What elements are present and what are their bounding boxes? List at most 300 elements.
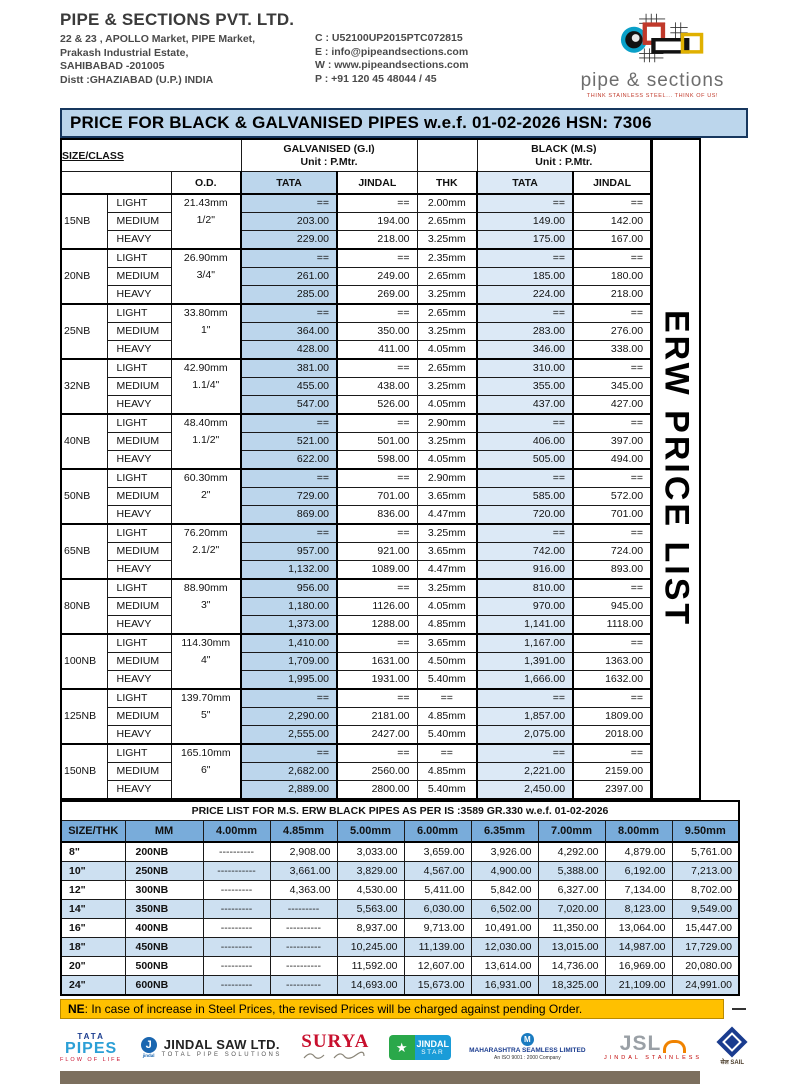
ms-empty-cell: --------- [203,957,270,976]
brand-name: pipe & sections [580,70,725,91]
price-ms-jindal: == [573,744,651,763]
price-ms-tata: == [477,744,573,763]
thk-value: 5.40mm [417,781,477,800]
price-gi-jindal: 2181.00 [337,708,417,726]
price-gi-tata: 261.00 [241,268,337,286]
pipe-row [61,653,651,671]
price-ms-tata: 406.00 [477,433,573,451]
class-label: LIGHT [107,249,171,268]
thk-value: 3.65mm [417,488,477,506]
price-ms-jindal: 494.00 [573,451,651,470]
surya-logo: SURYA [300,1033,370,1061]
price-gi-jindal: 501.00 [337,433,417,451]
od-inch: 1.1/4" [192,379,220,391]
ms-price-cell: 2,908.00 [270,842,337,862]
pipe-row [61,708,651,726]
price-gi-tata: 869.00 [241,506,337,525]
ms-mm-cell: 450NB [125,938,203,957]
black-header: BLACK (M.S) Unit : P.Mtr. [477,139,651,172]
price-ms-tata: 1,857.00 [477,708,573,726]
od-mm: 88.90mm [183,582,228,594]
thk-value: 3.65mm [417,634,477,653]
price-gi-jindal: 2800.00 [337,781,417,800]
price-gi-jindal: 1631.00 [337,653,417,671]
size-class-header: SIZE/CLASS [61,139,241,172]
ms-price-cell: 5,761.00 [672,842,739,862]
price-gi-tata: 203.00 [241,213,337,231]
price-ms-tata: 1,167.00 [477,634,573,653]
nb-size-label: 80NB [61,579,107,634]
ms-price-cell: 13,614.00 [471,957,538,976]
ms-empty-cell: ---------- [203,842,270,862]
price-ms-jindal: 724.00 [573,543,651,561]
thk-value: 4.05mm [417,598,477,616]
thk-value: 3.25mm [417,286,477,305]
ms-empty-cell: ---------- [270,938,337,957]
ms-empty-cell: ---------- [270,976,337,996]
pipe-row [61,213,651,231]
od-inch: 2" [200,489,211,501]
price-gi-tata: == [241,304,337,323]
pipe-row [61,543,651,561]
upper-table-wrap [60,138,791,800]
price-gi-tata: 381.00 [241,359,337,378]
thk-value: 2.65mm [417,213,477,231]
class-label: HEAVY [107,561,171,580]
pipe-row [61,268,651,286]
price-gi-tata: == [241,524,337,543]
price-ms-tata: 2,075.00 [477,726,573,745]
ms-price-cell: 7,134.00 [605,881,672,900]
price-ms-jindal: 218.00 [573,286,651,305]
note-row [60,999,791,1019]
ms-header-row [61,821,739,843]
address-line: SAHIBABAD -201005 [60,60,165,72]
ms-price-cell: 6,030.00 [404,900,471,919]
price-ms-jindal: == [573,689,651,708]
ms-tata-header: TATA [477,172,573,195]
ms-col-header: 6.35mm [471,821,538,843]
od-inch: 3/4" [196,269,215,281]
thk-value: 3.65mm [417,543,477,561]
ms-price-cell: 16,931.00 [471,976,538,996]
gi-jindal-header: JINDAL [337,172,417,195]
od-inch: 1.1/2" [192,434,220,446]
company-name: PIPE & SECTIONS PVT. LTD. [60,10,295,29]
price-list-page [0,10,791,1066]
price-gi-jindal: == [337,414,417,433]
price-ms-tata: 224.00 [477,286,573,305]
class-label: LIGHT [107,359,171,378]
od-mm: 21.43mm [183,197,228,209]
class-label: LIGHT [107,579,171,598]
pipe-row [61,469,651,488]
price-gi-jindal: 598.00 [337,451,417,470]
od-cell [171,194,241,249]
price-gi-tata: 1,132.00 [241,561,337,580]
pipe-row [61,671,651,690]
price-gi-tata: 2,889.00 [241,781,337,800]
pipe-row [61,378,651,396]
ms-price-cell: 3,661.00 [270,862,337,881]
class-label: MEDIUM [107,213,171,231]
jsl-arc-icon [663,1040,686,1053]
price-ms-jindal: 276.00 [573,323,651,341]
od-cell [171,744,241,799]
price-ms-tata: 742.00 [477,543,573,561]
ms-size-cell: 10" [61,862,125,881]
jindal-saw-logo: J jindal JINDAL SAW LTD. TOTAL PIPE SOLUTIONS [141,1037,282,1058]
jindal-saw-icon: J [141,1037,157,1053]
price-ms-tata: 1,391.00 [477,653,573,671]
price-ms-tata: 1,666.00 [477,671,573,690]
nb-size-label: 65NB [61,524,107,579]
od-blank [172,229,241,246]
price-ms-tata: 970.00 [477,598,573,616]
price-gi-tata: == [241,414,337,433]
maharashtra-seamless-logo: M MAHARASHTRA SEAMLESS LIMITED An ISO 9001 : 2000 Company [469,1035,586,1061]
jsl-logo: JSL JINDAL STAINLESS [603,1031,703,1061]
class-label: MEDIUM [107,543,171,561]
pipe-row [61,433,651,451]
ms-price-cell: 3,659.00 [404,842,471,862]
od-cell [171,579,241,634]
thk-header: THK [417,172,477,195]
class-label: HEAVY [107,671,171,690]
price-gi-jindal: == [337,689,417,708]
ms-price-cell: 24,991.00 [672,976,739,996]
class-label: LIGHT [107,414,171,433]
blank-header [61,172,171,195]
ms-row [61,881,739,900]
ms-mm-cell: 300NB [125,881,203,900]
price-gi-jindal: 350.00 [337,323,417,341]
nb-size-label: 150NB [61,744,107,799]
ms-mm-cell: 200NB [125,842,203,862]
ms-price-cell: 9,713.00 [404,919,471,938]
ms-col-header: 6.00mm [404,821,471,843]
price-gi-tata: 2,290.00 [241,708,337,726]
ms-price-cell: 5,563.00 [337,900,404,919]
ms-price-cell: 13,015.00 [538,938,605,957]
pipe-row [61,689,651,708]
ms-price-cell: 14,987.00 [605,938,672,957]
ms-row [61,938,739,957]
od-inch: 6" [200,764,211,776]
pipe-row [61,579,651,598]
surya-script-icon [300,1051,370,1061]
thk-value: 2.35mm [417,249,477,268]
class-label: MEDIUM [107,268,171,286]
nb-size-label: 50NB [61,469,107,524]
price-ms-tata: == [477,249,573,268]
class-label: MEDIUM [107,598,171,616]
ms-price-cell: 5,411.00 [404,881,471,900]
od-mm: 33.80mm [183,307,228,319]
ms-col-header: 8.00mm [605,821,672,843]
price-gi-jindal: == [337,469,417,488]
thk-value: 4.05mm [417,396,477,415]
od-blank [172,559,241,576]
price-ms-jindal: 1632.00 [573,671,651,690]
od-cell [171,524,241,579]
price-ms-jindal: == [573,359,651,378]
sail-diamond-icon [717,1026,748,1057]
od-mm: 114.30mm [181,637,231,649]
price-ms-jindal: 397.00 [573,433,651,451]
price-gi-jindal: 249.00 [337,268,417,286]
od-blank [172,394,241,411]
address-line: Distt :GHAZIABAD (U.P.) INDIA [60,73,214,86]
class-label: MEDIUM [107,653,171,671]
galvanised-header: GALVANISED (G.I) Unit : P.Mtr. [241,139,417,172]
od-cell [171,249,241,304]
price-ms-jindal: 701.00 [573,506,651,525]
ms-price-cell: 5,842.00 [471,881,538,900]
thk-value: 3.25mm [417,323,477,341]
price-ms-jindal: == [573,414,651,433]
price-ms-tata: == [477,304,573,323]
class-label: MEDIUM [107,323,171,341]
price-gi-jindal: 921.00 [337,543,417,561]
ms-row [61,976,739,996]
class-label: HEAVY [107,506,171,525]
price-gi-jindal: 836.00 [337,506,417,525]
price-gi-jindal: == [337,359,417,378]
price-gi-jindal: 1126.00 [337,598,417,616]
ms-jindal-header: JINDAL [573,172,651,195]
pipe-row [61,286,651,305]
price-gi-jindal: == [337,249,417,268]
price-ms-tata: 1,141.00 [477,616,573,635]
ms-mm-cell: 350NB [125,900,203,919]
price-gi-tata: 1,180.00 [241,598,337,616]
price-gi-tata: 455.00 [241,378,337,396]
price-ms-tata: == [477,194,573,213]
pipe-row [61,323,651,341]
price-ms-tata: == [477,414,573,433]
price-gi-tata: 729.00 [241,488,337,506]
thk-value: 2.65mm [417,304,477,323]
ms-mm-cell: 400NB [125,919,203,938]
thk-value: 5.40mm [417,726,477,745]
price-ms-jindal: 167.00 [573,231,651,250]
od-inch: 1" [200,324,211,336]
price-gi-jindal: 526.00 [337,396,417,415]
ms-price-cell: 11,350.00 [538,919,605,938]
price-ms-tata: 149.00 [477,213,573,231]
od-cell [171,359,241,414]
nb-size-label: 20NB [61,249,107,304]
class-label: LIGHT [107,634,171,653]
price-ms-jindal: 945.00 [573,598,651,616]
ms-price-cell: 4,879.00 [605,842,672,862]
ms-empty-cell: --------- [203,881,270,900]
ms-row [61,862,739,881]
thk-value: == [417,744,477,763]
nb-size-label: 125NB [61,689,107,744]
class-label: LIGHT [107,194,171,213]
class-label: MEDIUM [107,433,171,451]
price-gi-tata: == [241,249,337,268]
price-gi-jindal: == [337,524,417,543]
price-ms-jindal: == [573,524,651,543]
ms-size-cell: 24" [61,976,125,996]
class-label: LIGHT [107,469,171,488]
class-label: HEAVY [107,616,171,635]
company-block [60,10,315,99]
pipe-row [61,726,651,745]
price-ms-tata: 437.00 [477,396,573,415]
price-ms-tata: 185.00 [477,268,573,286]
thk-value: 2.00mm [417,194,477,213]
class-label: LIGHT [107,304,171,323]
od-mm: 48.40mm [183,417,228,429]
price-gi-jindal: 2427.00 [337,726,417,745]
ms-empty-cell: --------- [203,976,270,996]
nb-size-label: 100NB [61,634,107,689]
class-label: HEAVY [107,231,171,250]
od-cell [171,304,241,359]
ms-price-cell: 3,033.00 [337,842,404,862]
price-gi-jindal: 438.00 [337,378,417,396]
ms-price-cell: 8,702.00 [672,881,739,900]
price-ms-jindal: == [573,579,651,598]
price-ms-jindal: 1118.00 [573,616,651,635]
price-gi-jindal: 1089.00 [337,561,417,580]
sail-logo: सेल SAIL [721,1028,744,1066]
class-label: MEDIUM [107,488,171,506]
class-label: LIGHT [107,689,171,708]
price-gi-jindal: == [337,634,417,653]
price-revision-note: NE: In case of increase in Steel Prices, the revised Prices will be charged against pending Order. [60,999,724,1019]
price-gi-tata: 364.00 [241,323,337,341]
thk-value: 4.85mm [417,708,477,726]
ms-price-cell: 6,327.00 [538,881,605,900]
erw-price-list-label: ERW PRICE LIST [657,310,696,628]
price-gi-tata: 2,555.00 [241,726,337,745]
note-dash [732,1008,746,1010]
price-gi-tata: == [241,689,337,708]
thk-value: 3.25mm [417,231,477,250]
thk-value: 4.50mm [417,653,477,671]
thk-value: 2.90mm [417,469,477,488]
gi-tata-header: TATA [241,172,337,195]
brand-tagline: THINK STAINLESS STEEL... THINK OF US! [586,93,719,99]
od-blank [172,724,241,741]
ms-col-header: SIZE/THK [61,821,125,843]
jindal-star-logo: ★ JINDAL STAR [389,1035,451,1060]
price-gi-tata: 2,682.00 [241,763,337,781]
pipe-row [61,341,651,360]
class-label: HEAVY [107,781,171,800]
od-inch: 4" [200,654,211,666]
letterhead [60,10,750,99]
od-inch: 1/2" [196,214,215,226]
ms-size-cell: 8" [61,842,125,862]
price-gi-jindal: 1931.00 [337,671,417,690]
ms-row [61,900,739,919]
od-blank [172,614,241,631]
price-ms-tata: 346.00 [477,341,573,360]
pipe-row [61,396,651,415]
ms-empty-cell: --------- [203,900,270,919]
nb-size-label: 32NB [61,359,107,414]
price-gi-tata: 547.00 [241,396,337,415]
tata-pipes-logo: TATA PIPES FLOW OF LIFE [60,1031,123,1063]
ms-price-cell: 4,567.00 [404,862,471,881]
ms-col-header: 4.85mm [270,821,337,843]
price-gi-jindal: == [337,579,417,598]
price-gi-tata: 1,995.00 [241,671,337,690]
ms-price-cell: 3,926.00 [471,842,538,862]
price-gi-tata: 1,373.00 [241,616,337,635]
pipe-row [61,561,651,580]
brand-logo-icon [598,12,708,64]
ms-price-cell: 6,502.00 [471,900,538,919]
price-ms-jindal: 2397.00 [573,781,651,800]
price-ms-jindal: 427.00 [573,396,651,415]
price-gi-tata: 622.00 [241,451,337,470]
ms-price-cell: 9,549.00 [672,900,739,919]
price-ms-tata: 175.00 [477,231,573,250]
od-blank [172,504,241,521]
ms-price-cell: 21,109.00 [605,976,672,996]
pipe-row [61,249,651,268]
od-cell [171,634,241,689]
partner-logos [60,1027,744,1067]
pipe-row [61,763,651,781]
price-ms-tata: 720.00 [477,506,573,525]
price-ms-jindal: == [573,469,651,488]
od-mm: 42.90mm [183,362,228,374]
price-ms-tata: 2,221.00 [477,763,573,781]
price-gi-jindal: 1288.00 [337,616,417,635]
thk-spacer [417,139,477,172]
price-gi-tata: 1,709.00 [241,653,337,671]
od-mm: 26.90mm [183,252,228,264]
ms-price-cell: 13,064.00 [605,919,672,938]
price-gi-tata: 957.00 [241,543,337,561]
nb-size-label: 25NB [61,304,107,359]
price-ms-tata: 505.00 [477,451,573,470]
price-ms-jindal: == [573,634,651,653]
od-blank [172,284,241,301]
ms-price-cell: 4,363.00 [270,881,337,900]
thk-value: 4.47mm [417,561,477,580]
nb-size-label: 40NB [61,414,107,469]
erw-side-column [652,138,701,800]
ms-price-cell: 8,123.00 [605,900,672,919]
class-label: HEAVY [107,396,171,415]
ms-price-cell: 12,030.00 [471,938,538,957]
pipe-row [61,598,651,616]
price-ms-tata: 355.00 [477,378,573,396]
address-line: 22 & 23 , APOLLO Market, PIPE Market, [60,33,256,45]
od-cell [171,469,241,524]
price-gi-jindal: 218.00 [337,231,417,250]
ms-price-cell: 4,900.00 [471,862,538,881]
price-ms-tata: 916.00 [477,561,573,580]
price-ms-jindal: 2159.00 [573,763,651,781]
ms-price-cell: 15,673.00 [404,976,471,996]
ms-size-cell: 12" [61,881,125,900]
class-label: LIGHT [107,744,171,763]
od-inch: 2.1/2" [192,544,220,556]
ms-price-cell: 12,607.00 [404,957,471,976]
ms-empty-cell: ---------- [270,919,337,938]
ms-size-cell: 20" [61,957,125,976]
